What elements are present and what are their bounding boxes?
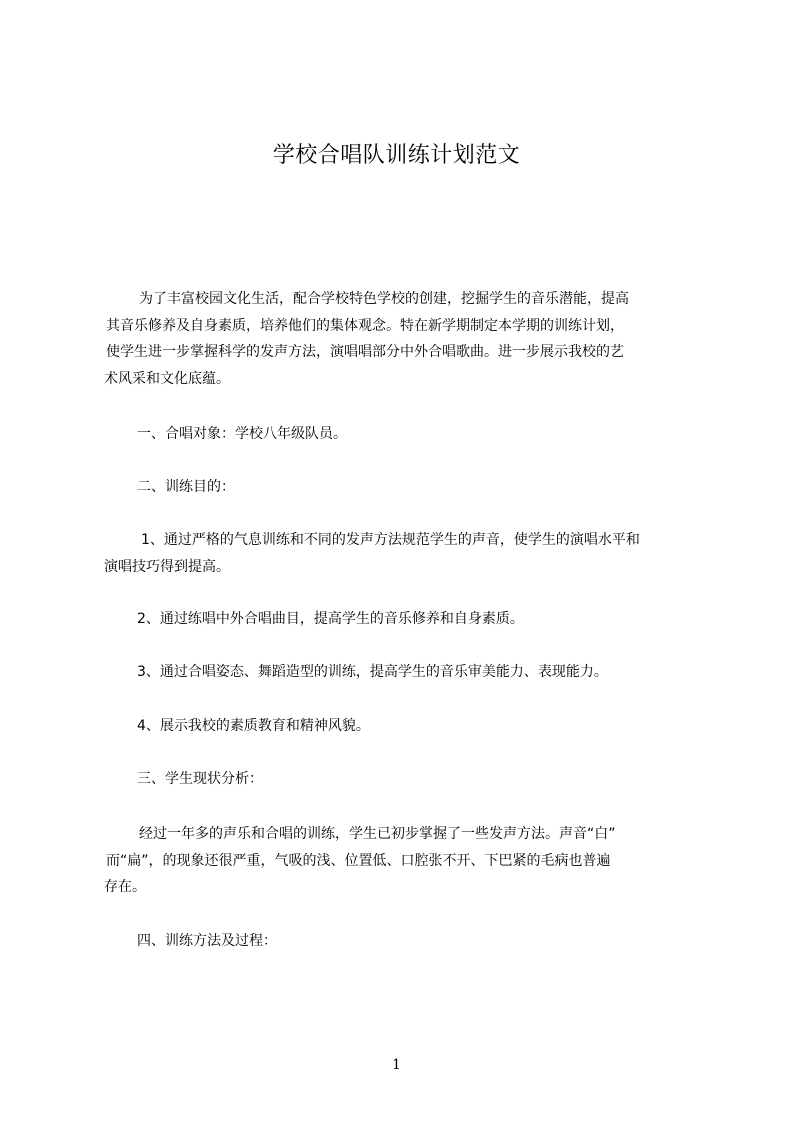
paragraph-line: 经过一年多的声乐和合唱的训练，学生已初步掌握了一些发声方法。声音“白” — [139, 826, 616, 842]
paragraph-line: 演唱技巧得到提高。 — [104, 558, 230, 575]
page-number: 1 — [392, 1057, 401, 1073]
section-heading-analysis: 三、学生现状分析： — [137, 771, 263, 787]
document-title: 学校合唱队训练计划范文 — [272, 143, 521, 168]
goal-item-3: 3、通过合唱姿态、舞蹈造型的训练，提高学生的音乐审美能力、表现能力。 — [137, 664, 608, 680]
paragraph-line: 存在。 — [104, 879, 146, 895]
section-heading-goals: 二、训练目的： — [137, 479, 235, 495]
paragraph-line: 1、通过严格的气息训练和不同的发声方法规范学生的声音，使学生的演唱水平和 — [141, 532, 640, 548]
paragraph-line: 为了丰富校园文化生活，配合学校特色学校的创建，挖掘学生的音乐潜能，提高 — [139, 291, 629, 307]
intro-paragraph — [104, 286, 716, 392]
section-heading-target: 一、合唱对象：学校八年级队员。 — [137, 426, 347, 442]
paragraph-line: 术风采和文化底蕴。 — [104, 370, 230, 387]
goal-item-2: 2、通过练唱中外合唱曲目，提高学生的音乐修养和自身素质。 — [137, 611, 524, 627]
goal-item-1 — [104, 527, 716, 580]
paragraph-line: 其音乐修养及自身素质，培养他们的集体观念。特在新学期制定本学期的训练计划， — [106, 317, 624, 334]
paragraph-line: 而“扁”，的现象还很严重，气吸的浅、位置低、口腔张不开、下巴紧的毛病也普遍 — [106, 852, 611, 869]
goal-item-4: 4、展示我校的素质教育和精神风貌。 — [137, 718, 370, 734]
analysis-paragraph — [104, 821, 716, 901]
section-heading-methods: 四、训练方法及过程： — [137, 933, 277, 949]
paragraph-line: 使学生进一步掌握科学的发声方法，演唱唱部分中外合唱歌曲。进一步展示我校的艺 — [106, 344, 624, 360]
